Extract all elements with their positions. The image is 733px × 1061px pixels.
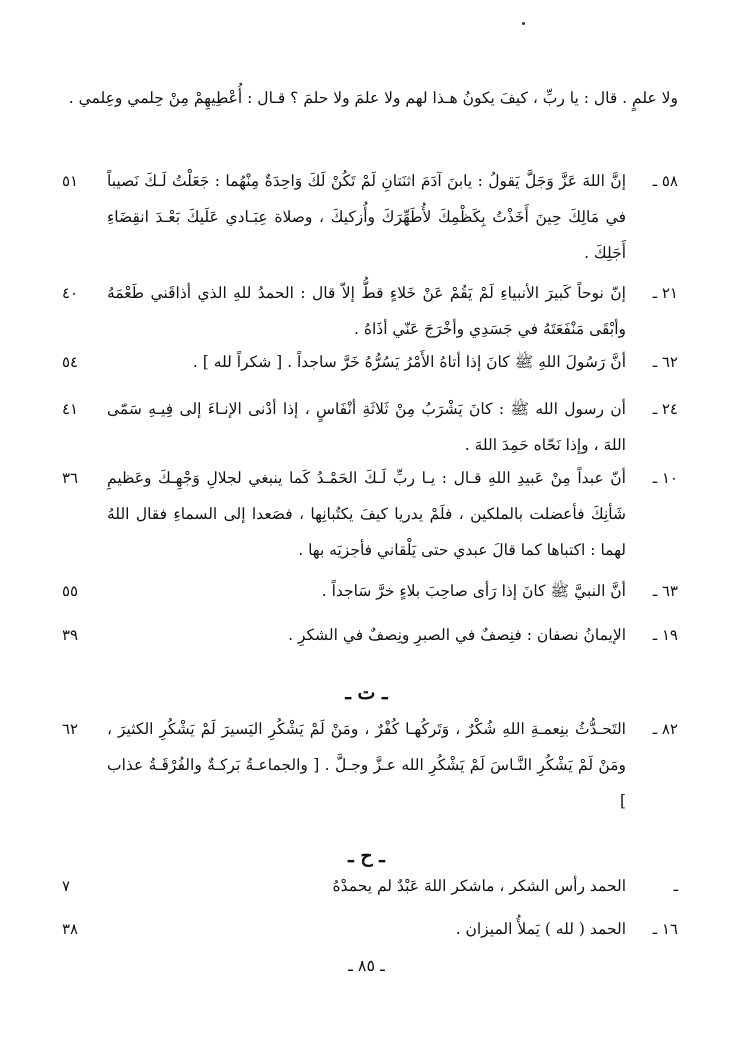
entry-text: أنَّ النبيَّ ﷺ كانَ إذا رَأى صاحِبَ بلاءٍ خرَّ سَاجداً . bbox=[321, 582, 626, 600]
hadith-entry bbox=[62, 711, 678, 819]
hadith-entry bbox=[62, 573, 678, 609]
entry-number: ١٦ ـ bbox=[652, 920, 678, 938]
entry-page: ٤١ bbox=[62, 400, 79, 418]
speck bbox=[522, 22, 525, 25]
hadith-entry bbox=[62, 275, 678, 347]
entry-text: أن رسول الله ﷺ : كانَ يَشْرَبُ مِنْ ثَلاثَةِ أنْفَاسٍ ، إذا أدْنى الإنـاءَ إلى فِيـهِ سَمّى اللهَ ، وإذا نَحّاه حَمِدَ اللهَ . bbox=[107, 400, 626, 454]
continuation-block bbox=[62, 80, 678, 116]
hadith-entry bbox=[62, 344, 678, 380]
hadith-entry bbox=[62, 617, 678, 653]
entry-text: الإيمانُ نصفان : فنِصفٌ في الصبرِ ونِصفٌ في الشكرِ . bbox=[288, 626, 626, 644]
entry-text: إنَّ اللهَ عَزَّ وَجَلَّ يَقولُ : يابنَ آدَمَ اثنَتانِ لَمْ تَكُنْ لَكَ وَاحِدَةٌ مِنْهُما : جَعَلْتُ لَـكَ نَصيباً في مَالِكَ حِينَ أَخَذْتُ بِكَظْمِكَ لأُطَهِّرَكَ وأُزكيكَ ، وصلاة عِبَـادي عَلَيكَ بَعْـدَ انقِضَاءِ أَجَلِكَ . bbox=[107, 172, 626, 262]
entry-page: ٦٢ bbox=[62, 720, 79, 738]
entry-text: الحمد ( لله ) يَملأُ الميزان . bbox=[455, 920, 626, 938]
entry-page: ٥٥ bbox=[62, 582, 79, 600]
hadith-entry bbox=[62, 391, 678, 463]
entry-number: ـ bbox=[673, 877, 678, 895]
page-number: ـ ٨٥ ـ bbox=[348, 956, 385, 975]
entry-page: ٥١ bbox=[62, 172, 79, 190]
entry-number: ٦٢ ـ bbox=[652, 353, 678, 371]
hadith-entry bbox=[62, 868, 678, 904]
hadith-entry bbox=[62, 460, 678, 568]
entry-number: ٢٤ ـ bbox=[652, 400, 678, 418]
hadith-entry bbox=[62, 163, 678, 271]
entry-text: إنّ نوحاً كَبيرَ الأنبياءِ لَمْ يَقُمْ عَنْ خَلاءٍ قطُّ إلاّ قال : الحمدُ للهِ الذي أذاقَني طَعْمَهُ وأبْقَى مَنْفَعَتَهُ في جَسَدِي وأخْرَجَ عَنّي أذَاهُ . bbox=[107, 284, 626, 338]
entry-text: التَحـدُّثُ بنِعمـةِ اللهِ شُكْرٌ ، وَتَركُهـا كُفْرٌ ، ومَنْ لَمْ يَشْكُرِ اليَسيرَ لَمْ يَشْكُرِ الكثيرَ ، ومَنْ لَمْ يَشْكُرِ النَّـاسَ لَمْ يَشْكُرِ الله عـزَّ وجـلَّ . [ والجماعـةُ بَركـةٌ والفُرْقَـةُ عذاب ] bbox=[107, 720, 626, 810]
entry-text: الحمد رأس الشكر ، ماشكر اللهَ عَبْدٌ لم يحمدْهُ bbox=[332, 877, 626, 895]
entry-text: أنَّ رَسُولَ اللهِ ﷺ كانَ إذا أتاهُ الأَمْرُ يَسُرُّهُ خَرَّ ساجداً . [ شكراً لله ] . bbox=[192, 353, 626, 371]
section-heading-ha: ـ ح ـ bbox=[348, 845, 385, 867]
entry-number: ٢١ ـ bbox=[652, 284, 678, 302]
entry-page: ٣٨ bbox=[62, 920, 79, 938]
section-heading-ta: ـ ت ـ bbox=[345, 682, 388, 704]
entry-number: ١٩ ـ bbox=[652, 626, 678, 644]
entry-number: ٨٢ ـ bbox=[652, 720, 678, 738]
hadith-entry bbox=[62, 911, 678, 947]
entry-page: ٧ bbox=[62, 877, 71, 895]
entry-page: ٥٤ bbox=[62, 353, 79, 371]
entry-page: ٣٩ bbox=[62, 626, 79, 644]
entry-number: ١٠ ـ bbox=[652, 469, 678, 487]
continuation-text: ولا علمٍ . قال : يا ربِّ ، كيفَ يكونُ هـذا لهم ولا علمَ ولا حلمَ ؟ قـال : أُعْطِيهِمْ مِنْ حِلمي وعِلمي . bbox=[68, 89, 678, 107]
entry-page: ٣٦ bbox=[62, 469, 79, 487]
entry-page: ٤٠ bbox=[62, 284, 79, 302]
entry-number: ٥٨ ـ bbox=[652, 172, 678, 190]
entry-number: ٦٣ ـ bbox=[652, 582, 678, 600]
entry-text: أنّ عبداً مِنْ عَبيدِ اللهِ قـال : يـا ربِّ لَـكَ الحَمْـدُ كَما ينبغي لجلالِ وَجْهِـكَ وعَظيمِ شَأنِكَ فأعضلت بالملكين ، فلَمْ يدريا كيفَ يكتُبانِها ، فصَعدا إلى السماءِ فقال اللهُ لهما : اكتباها كما قالَ عبدي حتى يَلْقاني فأجزيَه بها . bbox=[107, 469, 626, 559]
